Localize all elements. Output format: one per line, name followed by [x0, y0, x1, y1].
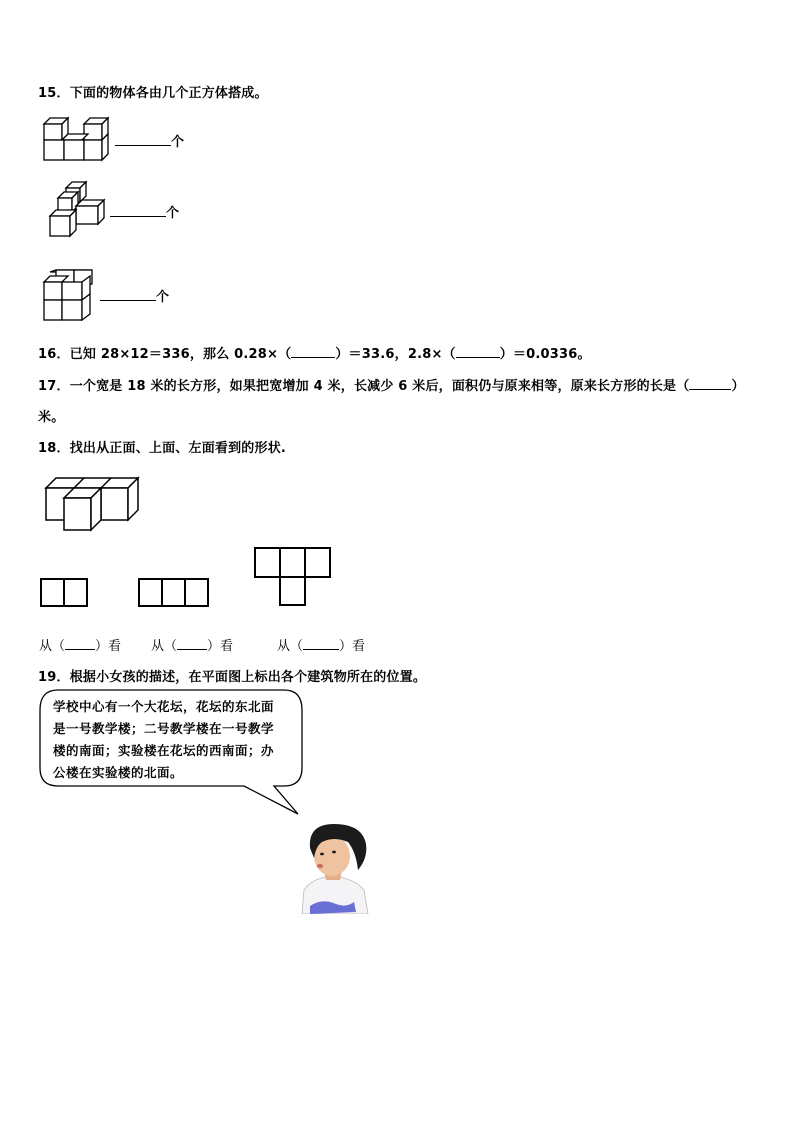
speech-line: 是一号教学楼；二号教学楼在一号教学 — [53, 721, 275, 736]
cube-figure-3 — [42, 268, 98, 324]
question-number: 17． — [38, 379, 70, 394]
question-text-end: ） — [731, 379, 745, 394]
speech-line: 公楼在实验楼的北面。 — [53, 765, 184, 780]
cube-drawing — [46, 180, 108, 240]
answer-blank[interactable] — [177, 649, 207, 650]
view-label-a — [39, 635, 121, 654]
unit-label: 个 — [171, 135, 185, 150]
view-label-c — [277, 635, 365, 654]
question-number: 18． — [38, 441, 70, 456]
answer-blank[interactable] — [303, 649, 339, 650]
q17-line1 — [38, 375, 745, 394]
answer-blank[interactable] — [456, 357, 500, 358]
view-suffix: ）看 — [339, 639, 366, 654]
q18-line — [38, 437, 286, 456]
cube-figure-2 — [46, 180, 108, 240]
cube-drawing — [42, 268, 98, 324]
view-suffix: ）看 — [95, 639, 122, 654]
child-illustration — [292, 818, 374, 918]
question-number: 15． — [38, 86, 70, 101]
speech-line: 学校中心有一个大花坛，花坛的东北面 — [53, 699, 275, 714]
question-text-part2: ）＝33.6，2.8×（ — [335, 347, 456, 362]
question-text-part3: ）＝0.0336。 — [499, 347, 591, 362]
speech-bubble-text — [53, 696, 303, 784]
cube-figure-1 — [42, 114, 112, 162]
question-text: 下面的物体各由几个正方体搭成。 — [69, 86, 268, 101]
view-shape-c — [254, 547, 332, 611]
speech-line: 楼的南面；实验楼在花坛的西南面；办 — [53, 743, 275, 758]
q17-line2 — [38, 406, 64, 425]
answer-blank[interactable] — [100, 300, 156, 301]
answer-blank[interactable] — [291, 357, 335, 358]
question-text: 根据小女孩的描述，在平面图上标出各个建筑物所在的位置。 — [69, 670, 427, 685]
q16-line — [38, 343, 591, 362]
question-number: 16． — [38, 347, 70, 362]
view-drawing — [254, 547, 332, 607]
question-text-part1: 已知 28×12＝336，那么 0.28×（ — [69, 347, 292, 362]
answer-blank[interactable] — [110, 216, 166, 217]
answer-blank[interactable] — [689, 389, 731, 390]
q19-line — [38, 666, 426, 685]
view-prefix: 从（ — [39, 639, 66, 654]
question-text-cont: 米。 — [38, 410, 65, 425]
view-drawing — [138, 578, 212, 608]
cube-drawing — [44, 476, 144, 534]
unit-label: 个 — [156, 290, 170, 305]
answer-line-2 — [110, 202, 179, 221]
answer-blank[interactable] — [65, 649, 95, 650]
view-suffix: ）看 — [207, 639, 234, 654]
question-text: 找出从正面、上面、左面看到的形状. — [69, 441, 287, 456]
q15-line — [38, 82, 268, 101]
answer-blank[interactable] — [115, 145, 171, 146]
view-drawing — [40, 578, 90, 608]
question-number: 19． — [38, 670, 70, 685]
answer-line-3 — [100, 286, 169, 305]
view-shape-a — [40, 578, 90, 612]
view-label-b — [151, 635, 233, 654]
q18-solid-figure — [44, 476, 144, 534]
unit-label: 个 — [166, 206, 180, 221]
cube-drawing — [42, 114, 112, 162]
view-prefix: 从（ — [277, 639, 304, 654]
view-shape-b — [138, 578, 212, 612]
view-prefix: 从（ — [151, 639, 178, 654]
child-drawing — [292, 818, 374, 914]
question-text: 一个宽是 18 米的长方形，如果把宽增加 4 米，长减少 6 米后，面积仍与原来相等，原来长方形的长是（ — [69, 379, 690, 394]
answer-line-1 — [115, 131, 184, 150]
